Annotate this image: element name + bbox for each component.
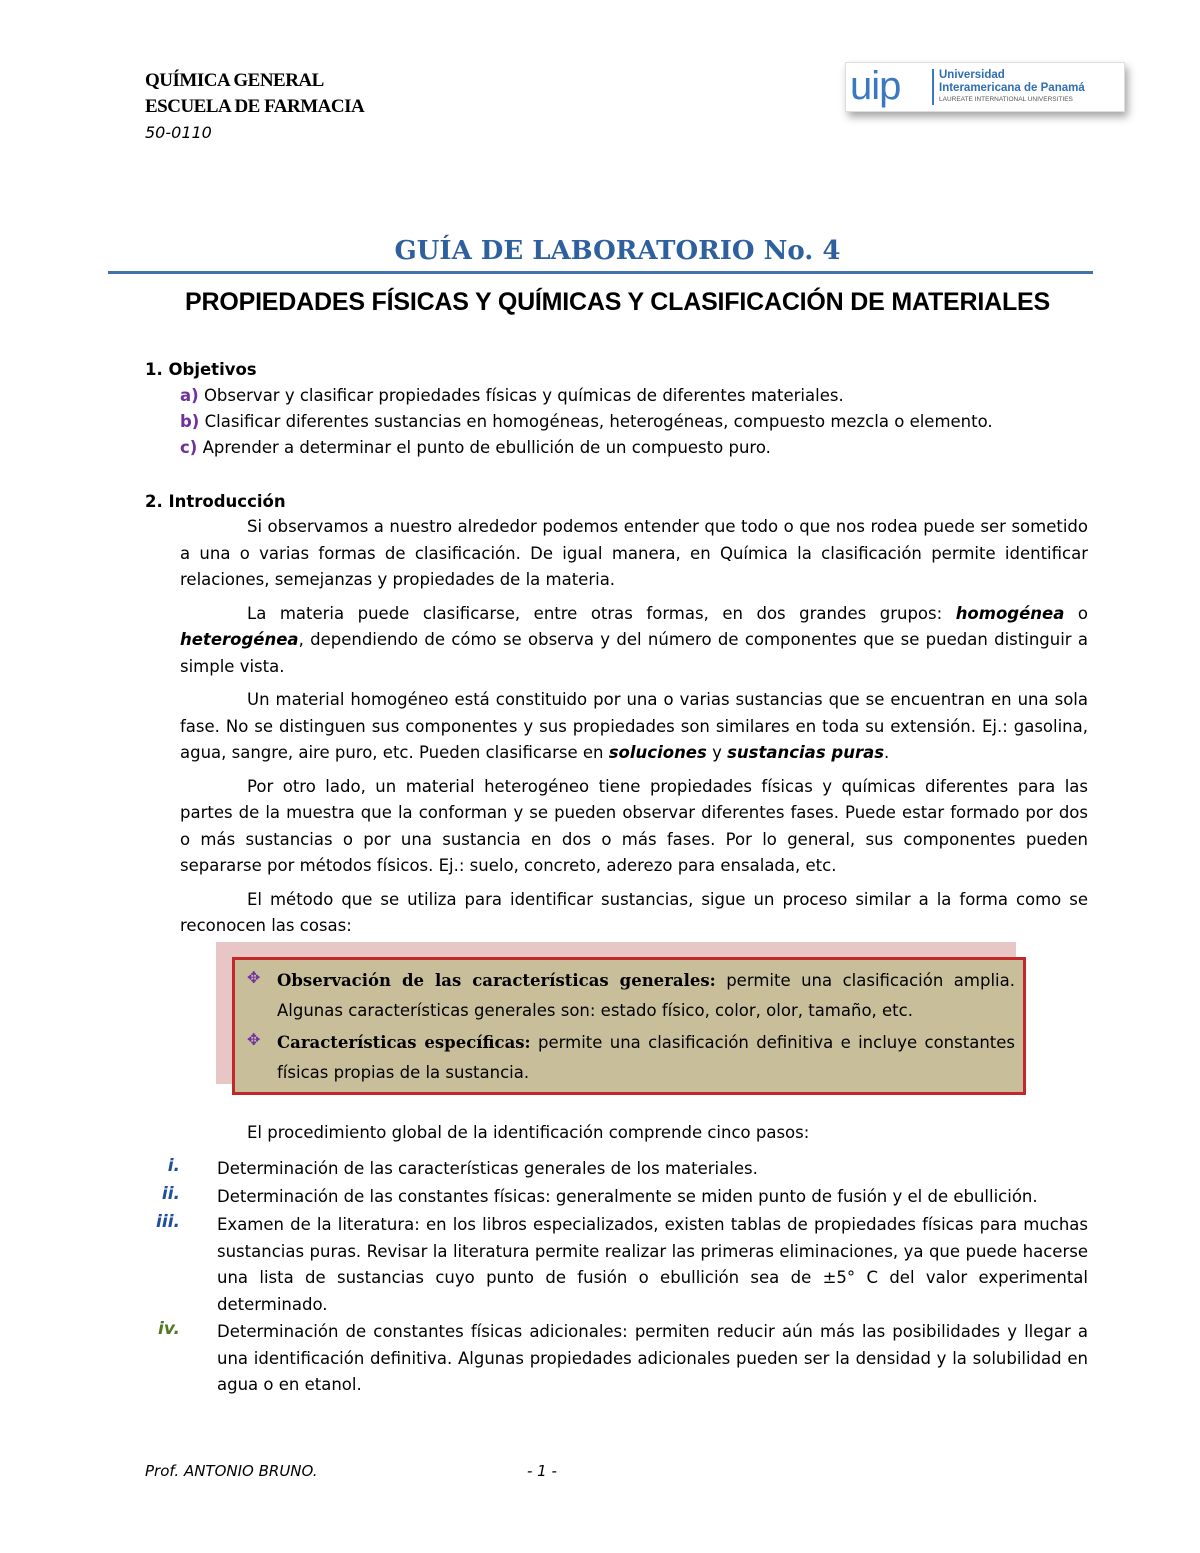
course-code: 50-0110 <box>145 123 212 142</box>
intro-paragraph-2: La materia puede clasificarse, entre otras formas, en dos grandes grupos: homogénea o heterogénea, dependiendo de cómo se observa y del número de componentes que se puedan distinguir a simple vista. <box>180 603 1088 676</box>
objective-text: Observar y clasificar propiedades físicas y químicas de diferentes materiales. <box>203 386 844 405</box>
page-title: GUÍA DE LABORATORIO No. 4 <box>394 236 841 266</box>
objective-item <box>180 438 771 457</box>
intro-paragraph-1: Si observamos a nuestro alrededor podemos entender que todo o que nos rodea puede ser sometido a una o varias formas de clasificación. De igual manera, en Química la clasificación permite identificar relaciones, semejanzas y propiedades de la materia. <box>180 517 1088 589</box>
step-text: Examen de la literatura: en los libros especializados, existen tablas de propiedades físicas para muchas sustancias puras. Revisar la literatura permite realizar las primeras eliminaciones, ya que puede hacerse una lista de sustancias cuyo punto de fusión o ebullición sea de ±5° C del valor experimental determinado. <box>217 1215 1088 1314</box>
university-logo <box>845 62 1125 112</box>
footer-author: Prof. ANTONIO BRUNO. <box>145 1462 318 1480</box>
box-item-general: Observación de las características generales: permite una clasificación amplia. Algunas características generales son: estado físico, color, olor, tamaño, etc. <box>277 971 1015 1020</box>
characteristics-box <box>232 957 1026 1095</box>
bullet-icon: ✥ <box>247 1030 261 1049</box>
step-number: ii. <box>161 1184 180 1204</box>
objectives-heading: 1. Objetivos <box>145 360 257 379</box>
intro-heading: 2. Introducción <box>145 492 286 511</box>
intro-paragraph-4: Por otro lado, un material heterogéneo tiene propiedades físicas y químicas diferentes para las partes de la muestra que la conforman y se pueden observar diferentes fases. Puede estar formado por dos o más sustancias o por una sustancia en dos o más fases. Por lo general, sus componentes pueden separarse por métodos físicos. Ej.: suelo, concreto, aderezo para ensalada, etc. <box>180 776 1088 875</box>
box-item-specific: Características específicas: permite una clasificación definitiva e incluye constantes físicas propias de la sustancia. <box>277 1033 1015 1082</box>
objective-marker: c) <box>180 438 198 457</box>
step-text: Determinación de constantes físicas adicionales: permiten reducir aún más las posibilidades y llegar a una identificación definitiva. Algunas propiedades adicionales pueden ser la densidad y la solubilidad en agua o en etanol. <box>217 1322 1088 1394</box>
title-divider <box>108 271 1093 274</box>
bullet-icon: ✥ <box>247 968 261 987</box>
objective-text: Aprender a determinar el punto de ebullición de un compuesto puro. <box>202 438 771 457</box>
objective-item <box>180 412 993 431</box>
step-text: Determinación de las constantes físicas: generalmente se miden punto de fusión y el de ebullición. <box>217 1187 1038 1206</box>
page-subtitle: PROPIEDADES FÍSICAS Y QUÍMICAS Y CLASIFICACIÓN DE MATERIALES <box>185 288 1050 316</box>
course-name: QUÍMICA GENERAL <box>145 70 324 91</box>
objective-marker: a) <box>180 386 199 405</box>
step-number: iv. <box>158 1319 180 1339</box>
step-number: i. <box>167 1156 180 1176</box>
logo-line-2: Interamericana de Panamá <box>939 82 1085 94</box>
step-text: Determinación de las características generales de los materiales. <box>217 1159 758 1178</box>
logo-word: uip <box>850 64 901 108</box>
objective-marker: b) <box>180 412 200 431</box>
page-number: - 1 - <box>527 1462 557 1480</box>
steps-intro: El procedimiento global de la identificación comprende cinco pasos: <box>247 1123 810 1142</box>
objective-item <box>180 386 844 405</box>
intro-body <box>180 514 1088 947</box>
intro-paragraph-5: El método que se utiliza para identificar sustancias, sigue un proceso similar a la forma como se reconocen las cosas: <box>180 889 1088 935</box>
logo-line-1: Universidad <box>939 69 1005 81</box>
intro-paragraph-3: Un material homogéneo está constituido por una o varias sustancias que se encuentran en una sola fase. No se distinguen sus componentes y sus propiedades son similares en toda su extensión. Ej.: gasolina, agua, sangre, aire puro, etc. Pueden clasificarse en soluciones y sustancias puras. <box>180 690 1088 762</box>
logo-divider <box>932 69 934 105</box>
school-name: ESCUELA DE FARMACIA <box>145 96 365 117</box>
objective-text: Clasificar diferentes sustancias en homogéneas, heterogéneas, compuesto mezcla o elemento. <box>204 412 993 431</box>
logo-line-3: LAUREATE INTERNATIONAL UNIVERSITIES <box>939 96 1073 103</box>
step-number: iii. <box>156 1212 180 1232</box>
